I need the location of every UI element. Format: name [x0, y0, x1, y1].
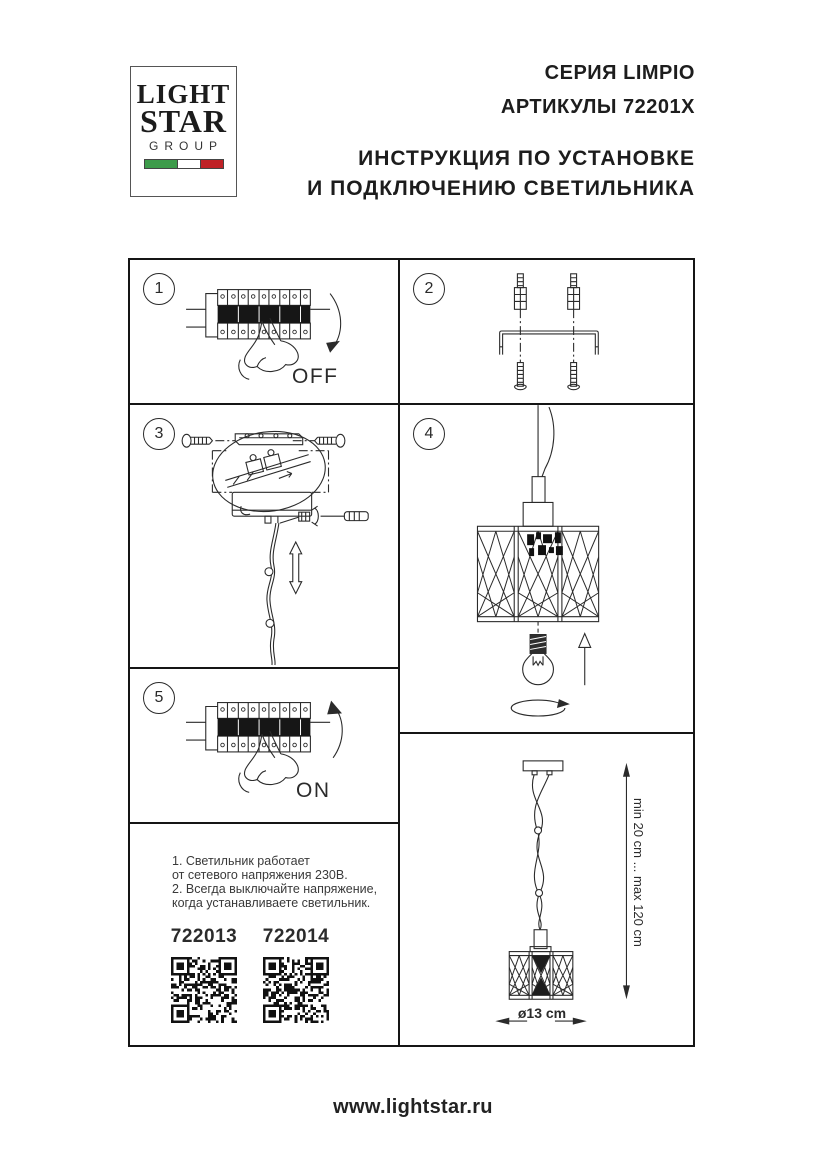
diameter-label: ø13 cm — [517, 1005, 567, 1021]
bracket-anchors-diagram — [400, 260, 693, 403]
step1-badge — [143, 273, 175, 305]
step5-panel — [130, 669, 398, 824]
instruction-title-line1: ИНСТРУКЦИЯ ПО УСТАНОВКЕ — [358, 147, 695, 170]
off-label: OFF — [292, 365, 339, 388]
shade-bulb-diagram — [400, 405, 693, 732]
dimensions-panel — [400, 734, 693, 1045]
logo-word-star: STAR — [140, 103, 227, 139]
instruction-title — [307, 144, 695, 204]
grid-left-column — [130, 260, 400, 1045]
grid-right-column — [400, 260, 693, 1045]
step3-badge — [143, 418, 175, 450]
flag-red-band — [201, 160, 223, 168]
note-line1: 1. Светильник работает — [172, 854, 310, 868]
product-code: 722014 — [262, 926, 330, 947]
notes-panel — [130, 824, 398, 1045]
product-codes — [130, 926, 398, 1028]
step4-panel — [400, 405, 693, 734]
step3-number: 3 — [154, 425, 164, 442]
website-url: www.lightstar.ru — [333, 1096, 493, 1118]
instruction-title-line2: И ПОДКЛЮЧЕНИЮ СВЕТИЛЬНИКА — [307, 177, 695, 200]
logo-word-group: GROUP — [148, 139, 223, 153]
safety-notes — [130, 824, 398, 910]
step5-number: 5 — [154, 689, 164, 706]
step4-badge — [413, 418, 445, 450]
on-label: ON — [296, 779, 331, 802]
step2-panel — [400, 260, 693, 405]
logo-word-light: LIGHT — [136, 79, 231, 109]
header — [307, 62, 695, 204]
product-722013 — [170, 926, 238, 1028]
step5-badge — [143, 682, 175, 714]
step1-panel — [130, 260, 398, 405]
note-line3: 2. Всегда выключайте напряжение, — [172, 882, 378, 896]
articles-title: АРТИКУЛЫ 72201X — [500, 96, 695, 118]
step4-number: 4 — [424, 425, 434, 442]
step2-badge — [413, 273, 445, 305]
height-range-label: min 20 cm ... max 120 cm — [631, 798, 646, 947]
flag-white-band — [177, 160, 200, 168]
note-line2: от сетевого напряжения 230В. — [172, 868, 348, 882]
step1-number: 1 — [154, 280, 164, 297]
lightstar-logo — [130, 66, 237, 197]
pendant-dimensions-diagram — [400, 734, 693, 1045]
italian-flag-stripe — [144, 159, 224, 169]
diagram-grid — [128, 258, 695, 1047]
note-line4: когда устанавливаете светильник. — [172, 896, 371, 910]
qr-code-722013 — [171, 957, 237, 1023]
product-code: 722013 — [170, 926, 238, 947]
product-722014 — [262, 926, 330, 1028]
flag-green-band — [145, 160, 178, 168]
step3-panel — [130, 405, 398, 669]
qr-code-722014 — [263, 957, 329, 1023]
series-title: СЕРИЯ LIMPIO — [544, 62, 695, 84]
step2-number: 2 — [424, 280, 434, 297]
